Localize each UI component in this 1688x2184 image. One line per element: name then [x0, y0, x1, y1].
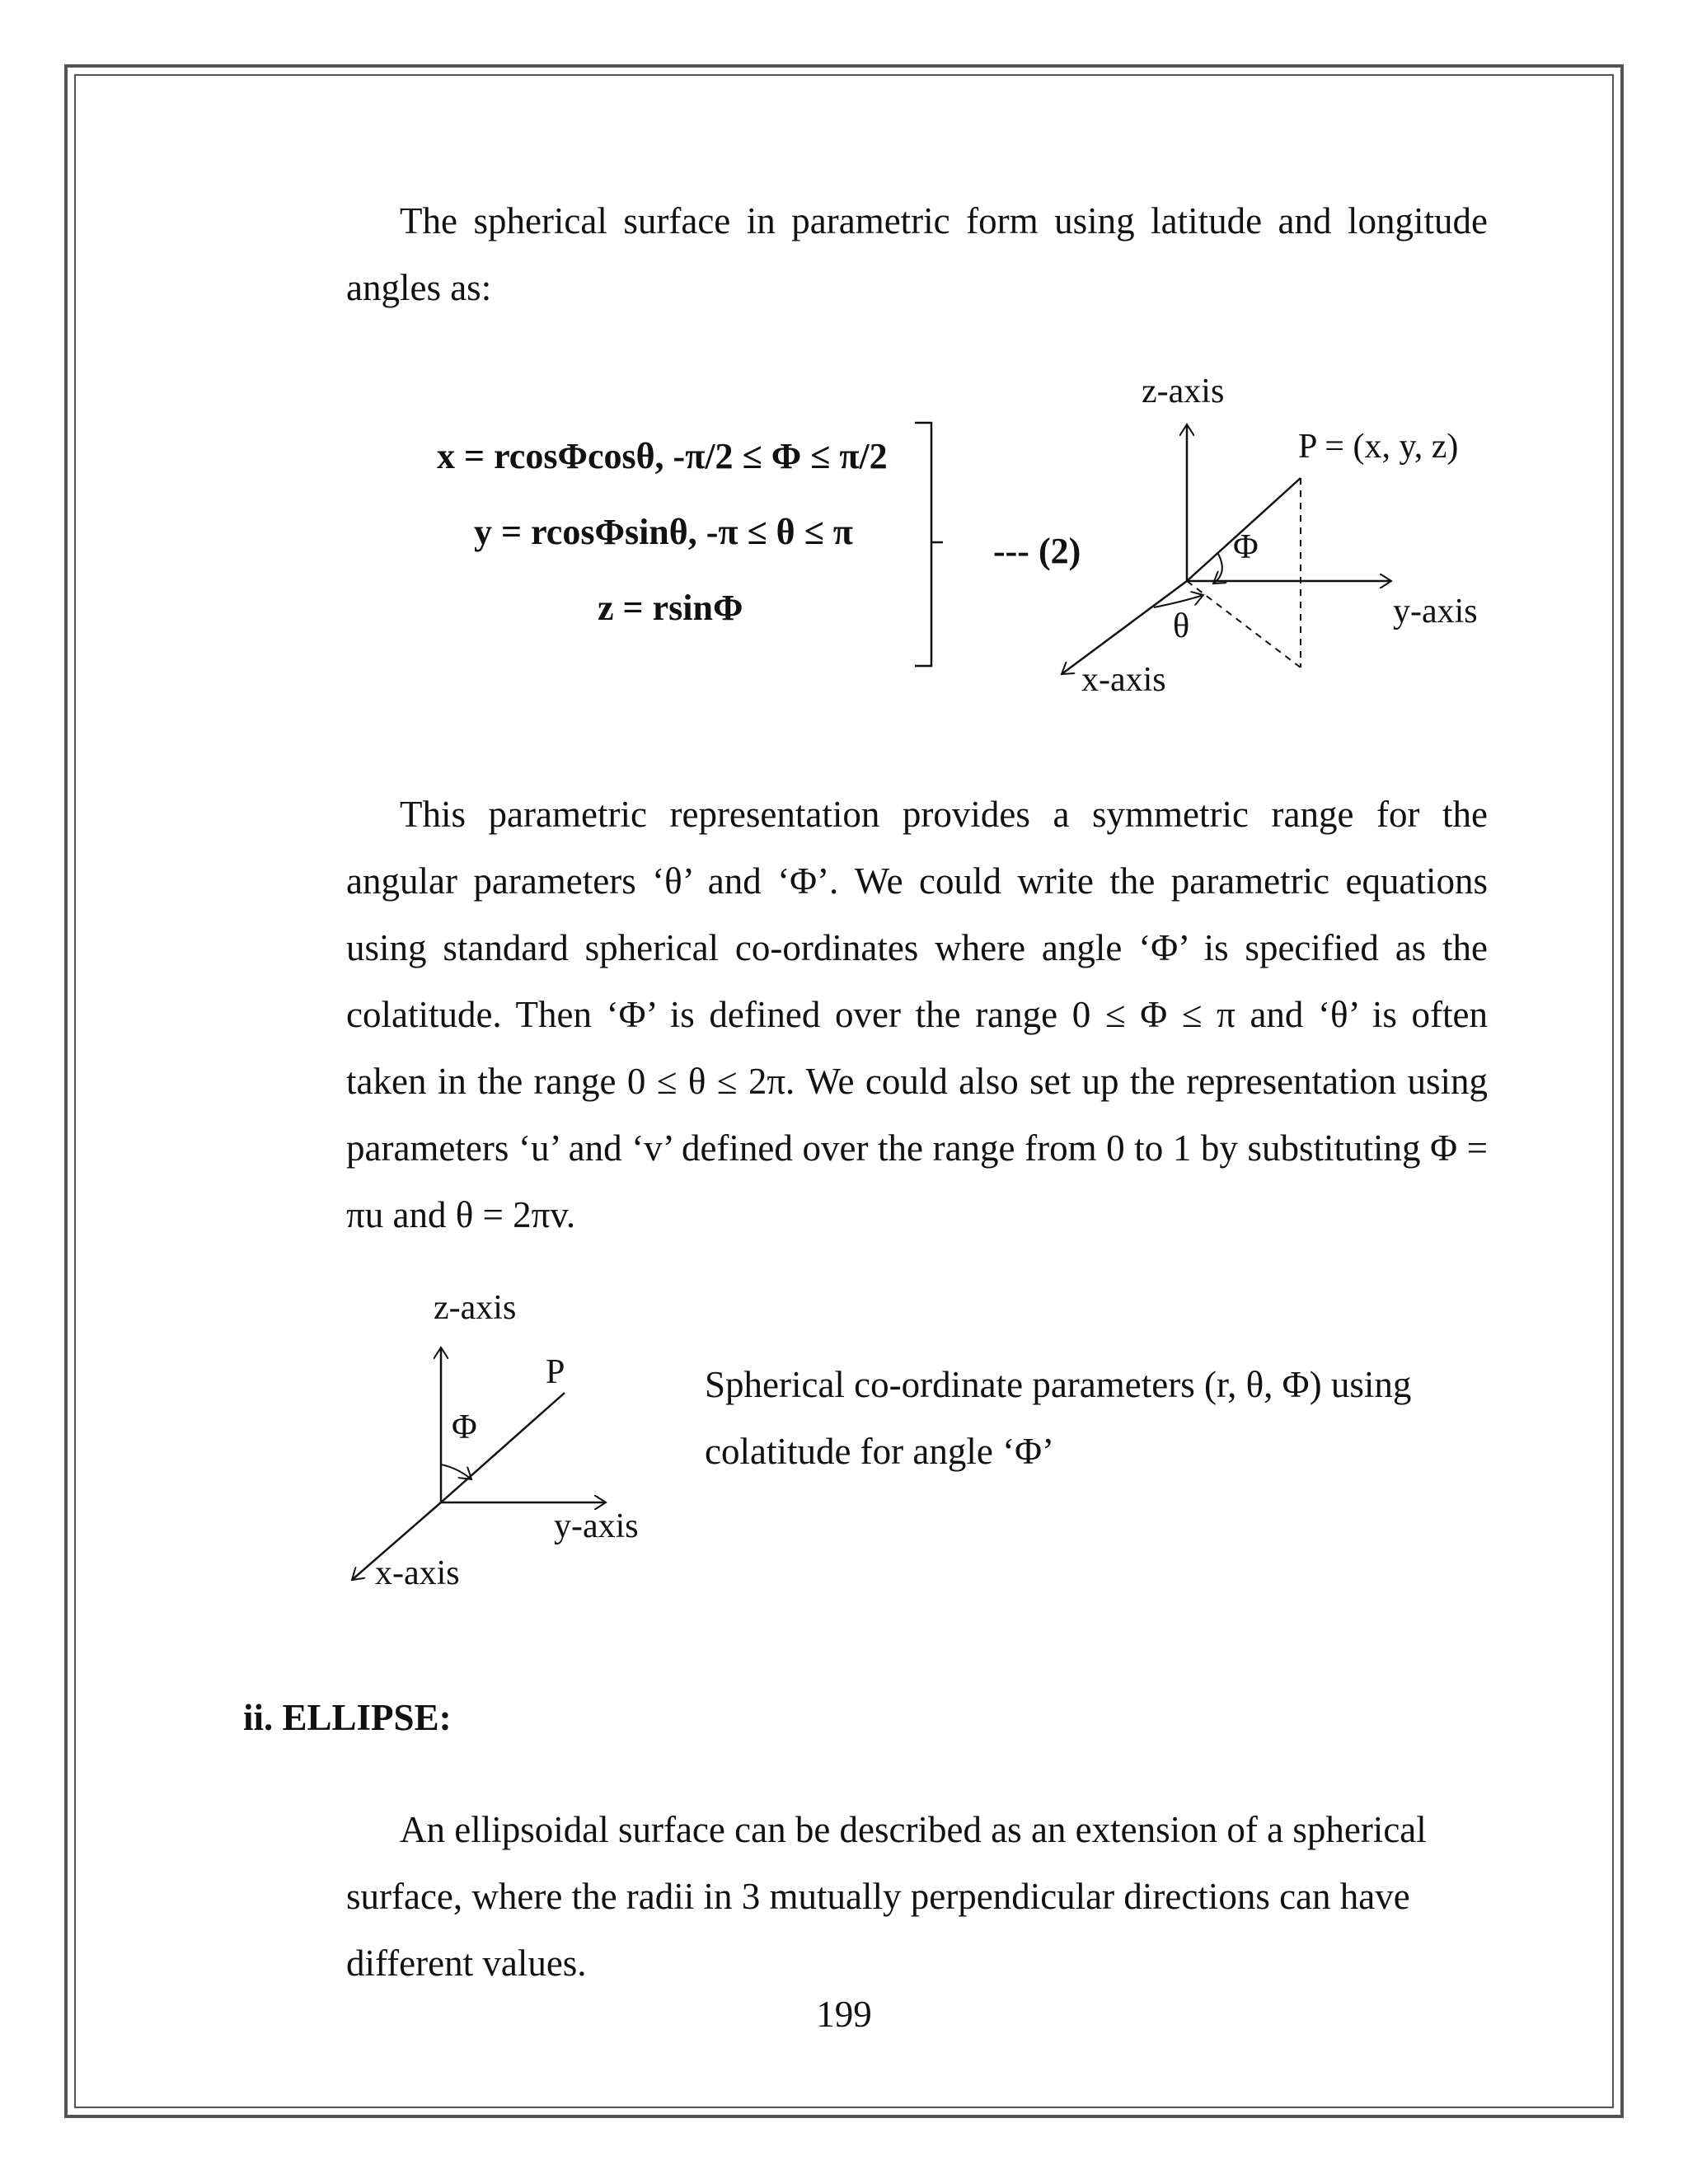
phi-arc	[1213, 554, 1222, 583]
page-number: 199	[816, 1994, 872, 2035]
equation-z: z = rsinΦ	[598, 588, 743, 628]
fig1-x-axis-label: x-axis	[1081, 661, 1166, 699]
section-heading: ii. ELLIPSE:	[243, 1697, 452, 1738]
fig1-y-axis-label: y-axis	[1393, 593, 1478, 630]
colatitude-figure	[330, 1273, 676, 1603]
fig1-phi-label: Φ	[1233, 528, 1259, 566]
fig2-x-axis-label: x-axis	[375, 1554, 460, 1592]
explanation-paragraph	[346, 781, 1488, 1249]
equation-number: --- (2)	[993, 531, 1081, 571]
equation-y: y = rcosΦsinθ, -π ≤ θ ≤ π	[474, 512, 853, 552]
intro-paragraph	[346, 188, 1488, 321]
fig1-point-label: P = (x, y, z)	[1298, 428, 1459, 466]
fig2-y-axis-label: y-axis	[554, 1507, 639, 1545]
equation-brace	[898, 419, 948, 674]
equation-x: x = rcosΦcosθ, -π/2 ≤ Φ ≤ π/2	[437, 436, 888, 476]
fig2-phi-label: Φ	[452, 1408, 477, 1446]
explanation-text: This parametric representation provides a symmetric range for the angular parameters ‘θ’ and ‘Φ’. We could write the parametric equations using standard spherical co-ordinates where angle ‘Φ’ is specified as the colatitude. Then ‘Φ’ is defined over the range 0 ≤ Φ ≤ π and ‘θ’ is often taken in the range 0 ≤ θ ≤ 2π. We could also set up the representation using parameters ‘u’ and ‘v’ defined over the range from 0 to 1 by substituting Φ = πu and θ = 2πv.	[346, 794, 1488, 1235]
spherical-coordinates-figure	[1039, 363, 1582, 709]
figure-caption: Spherical co-ordinate parameters (r, θ, Φ) using colatitude for angle ‘Φ’	[705, 1364, 1412, 1472]
fig2-point-label: P	[546, 1353, 565, 1391]
fig2-z-axis-label: z-axis	[434, 1289, 517, 1327]
fig1-z-axis-label: z-axis	[1142, 373, 1225, 410]
projection-diagonal	[1187, 581, 1301, 668]
fig1-theta-label: θ	[1173, 607, 1190, 645]
phi-arc	[441, 1465, 471, 1479]
intro-text: The spherical surface in parametric form using latitude and longitude angles as:	[346, 200, 1488, 308]
ellipse-paragraph	[346, 1797, 1488, 1997]
ellipse-text: An ellipsoidal surface can be described as an extension of a spherical surface, where the radii in 3 mutually perpendicular directions can have different values.	[346, 1809, 1427, 1984]
